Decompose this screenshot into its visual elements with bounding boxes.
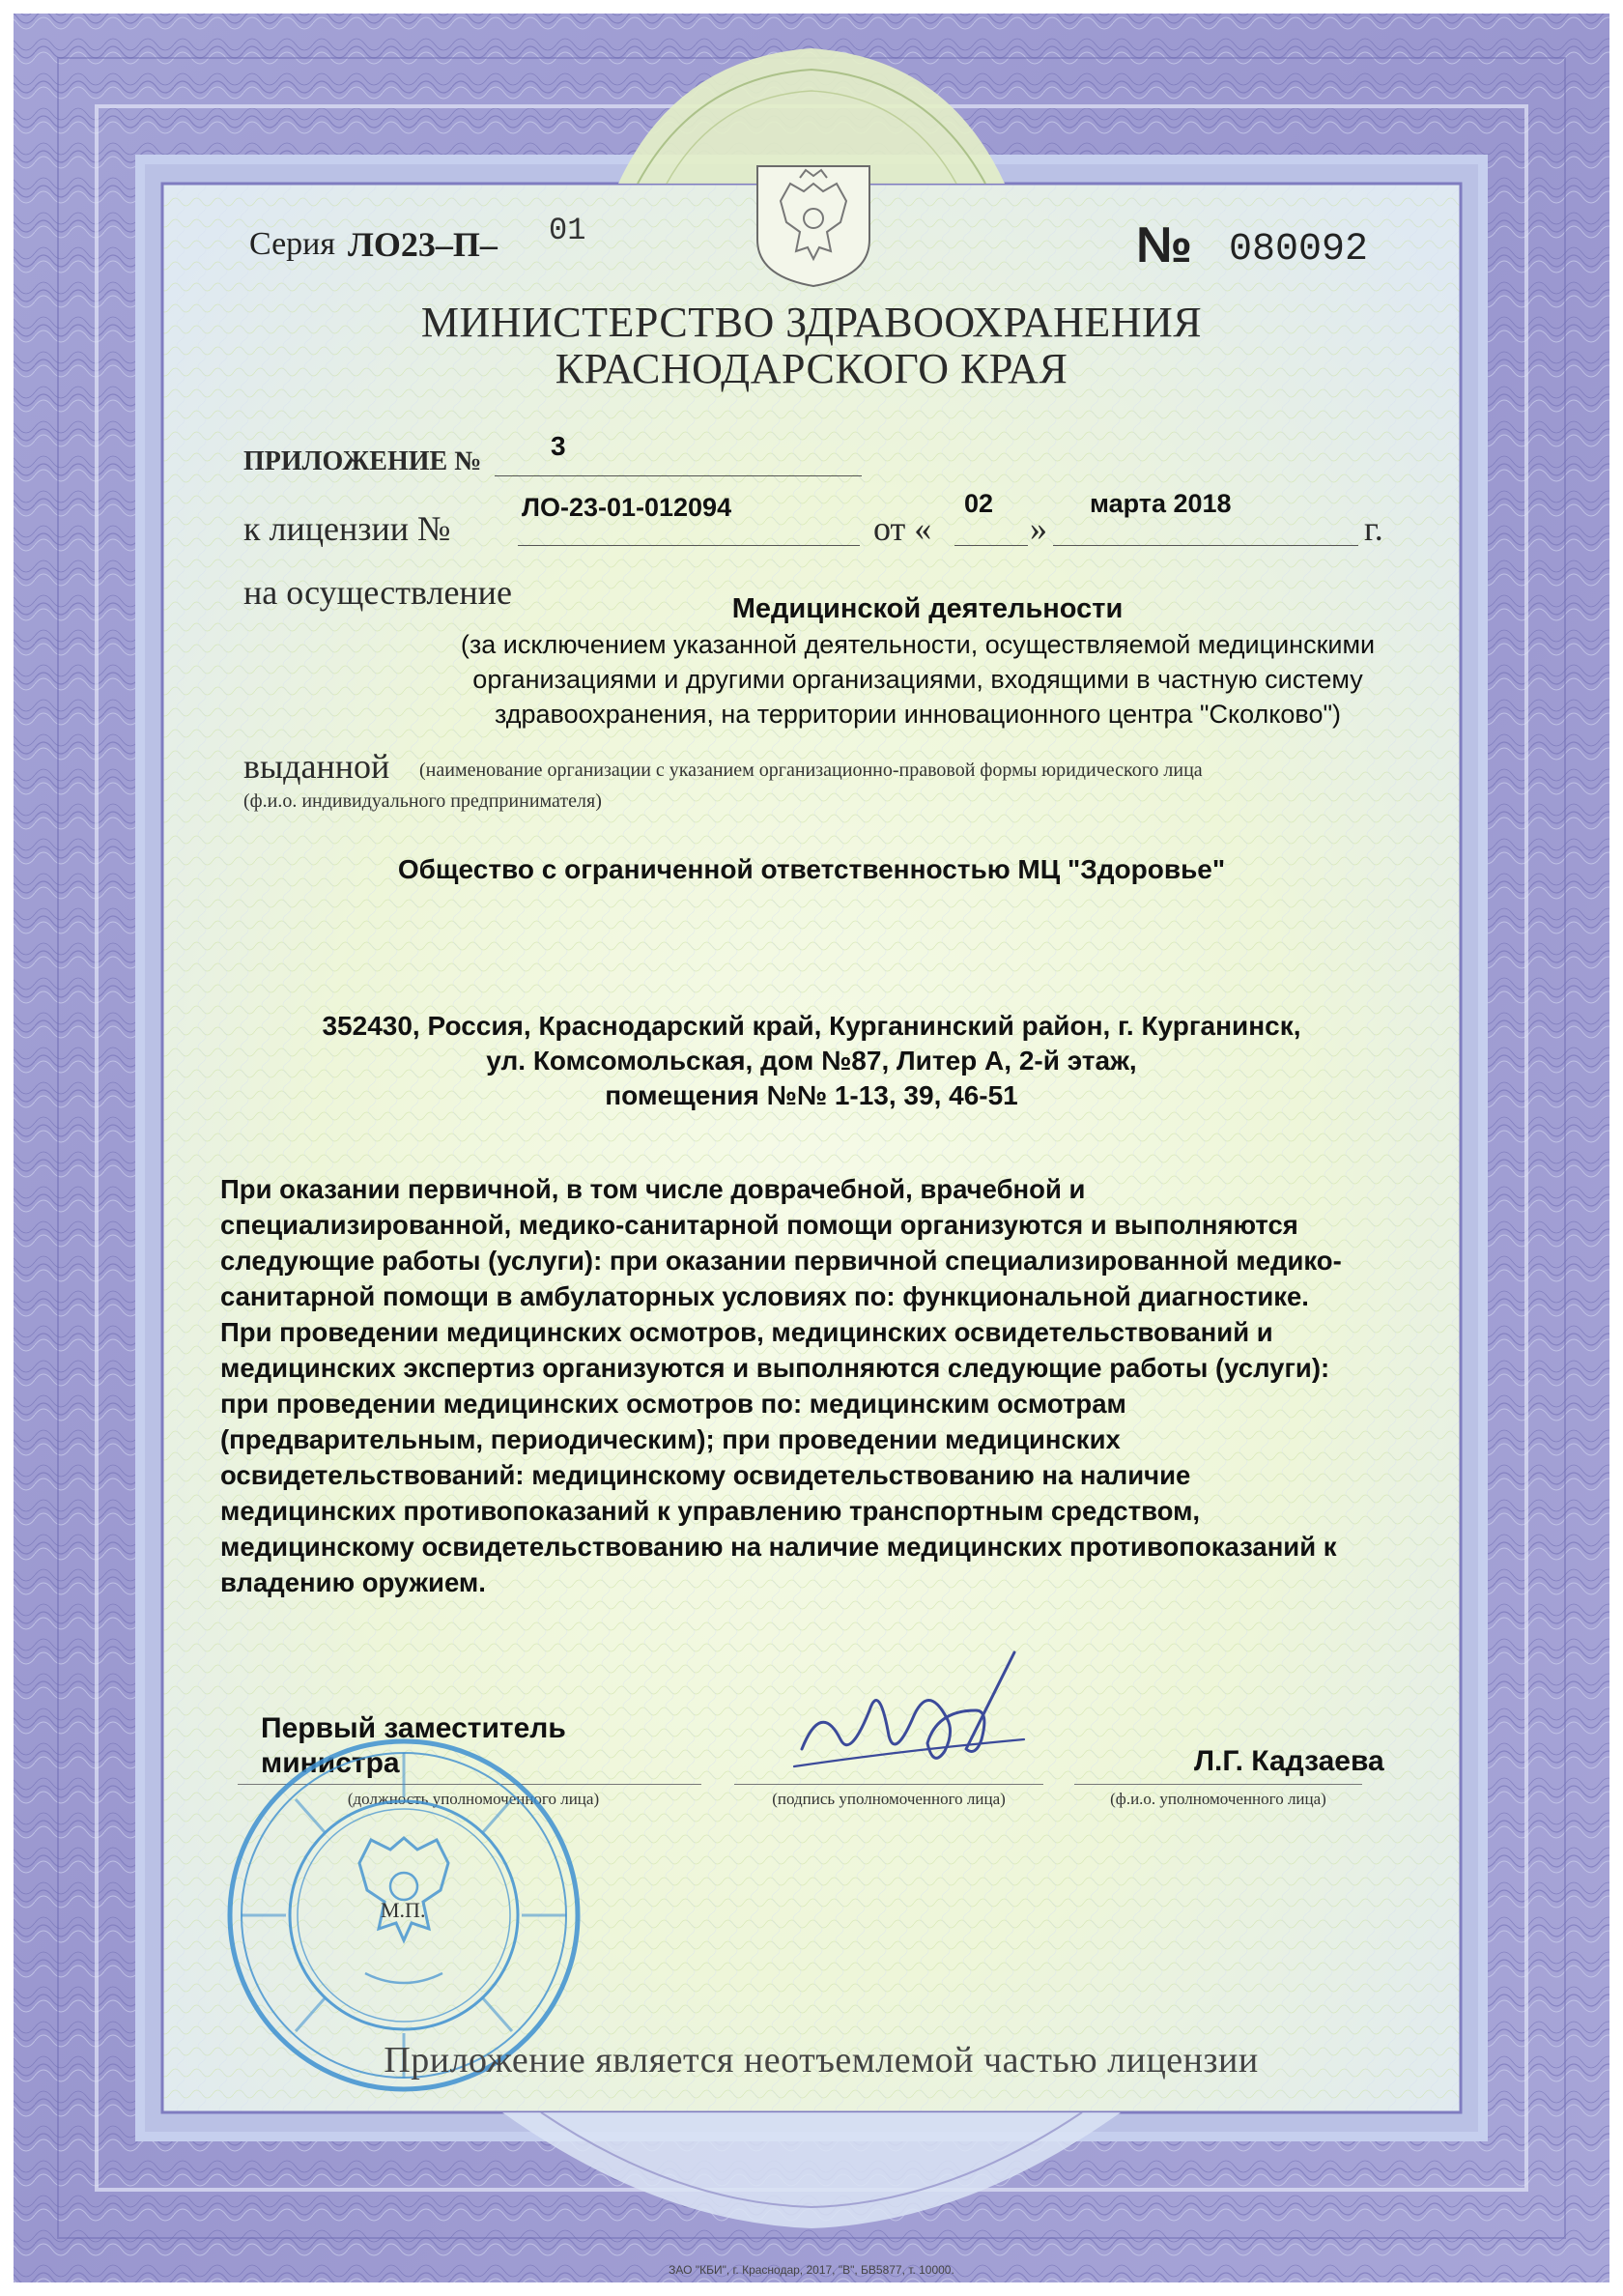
activity-detail-3: здравоохранения, на территории инновационного центра "Сколково") <box>494 700 1342 729</box>
license-day-underline <box>954 545 1028 546</box>
caption-signature: (подпись уполномоченного лица) <box>772 1790 1006 1808</box>
works-line: медицинских экспертиз организуются и выполняются следующие работы (услуги): <box>220 1353 1330 1383</box>
license-number-underline <box>518 545 860 546</box>
appendix-number-underline <box>495 475 862 476</box>
series-label: Серия <box>249 226 336 262</box>
works-block <box>220 1171 1401 1600</box>
address-line-1: 352430, Россия, Краснодарский край, Курганинский район, г. Курганинск, <box>322 1011 1301 1041</box>
works-line: медицинских противопоказаний к управлению транспортным средством, <box>220 1496 1201 1526</box>
works-line: медицинскому освидетельствованию на наличие медицинских противопоказаний к <box>220 1532 1337 1562</box>
activity-detail-2: организациями и другими организациями, входящими в частную систему <box>472 665 1363 694</box>
address-line-3: помещения №№ 1-13, 39, 46-51 <box>605 1080 1018 1110</box>
footer-note: Приложение является неотъемлемой частью лицензии <box>384 2040 1259 2081</box>
issuer-line-1: МИНИСТЕРСТВО ЗДРАВООХРАНЕНИЯ <box>420 299 1203 346</box>
works-line: (предварительным, периодическим); при проведении медицинских <box>220 1424 1121 1454</box>
activity-detail-1: (за исключением указанной деятельности, осуществляемой медицинскими <box>460 630 1376 659</box>
signer-name: Л.Г. Кадзаева <box>1194 1745 1384 1777</box>
works-line: При оказании первичной, в том числе доврачебной, врачебной и <box>220 1174 1086 1204</box>
activity-title: Медицинской деятельности <box>731 593 1124 624</box>
issued-label: выданной <box>243 747 390 786</box>
handwritten-signature <box>783 1643 1053 1788</box>
works-line: специализированной, медико-санитарной помощи организуются и выполняются <box>220 1210 1298 1240</box>
activity-label: на осуществление <box>243 573 512 612</box>
stamp-mp-label: М.П. <box>381 1898 426 1922</box>
works-line: При проведении медицинских осмотров, медицинских освидетельствований и <box>220 1317 1273 1347</box>
license-date-underline <box>1053 545 1358 546</box>
license-label: к лицензии № <box>243 509 451 548</box>
caption-position: (должность уполномоченного лица) <box>347 1790 600 1808</box>
license-number: ЛО-23-01-012094 <box>522 493 732 522</box>
print-imprint: ЗАО "КБИ", г. Краснодар, 2017, "В", БВ5877, т. 10000. <box>669 2263 954 2277</box>
appendix-number: 3 <box>551 431 566 461</box>
issued-note-2: (ф.и.о. индивидуального предпринимателя) <box>243 790 602 812</box>
number-sign: № <box>1136 217 1192 273</box>
name-underline <box>1074 1784 1362 1785</box>
appendix-label: ПРИЛОЖЕНИЕ № <box>243 446 482 476</box>
works-line: владению оружием. <box>220 1567 486 1597</box>
license-quote-close: » <box>1030 509 1047 548</box>
license-month-year: марта 2018 <box>1090 489 1232 518</box>
caption-name: (ф.и.о. уполномоченного лица) <box>1110 1790 1326 1808</box>
coat-of-arms-icon <box>752 162 875 290</box>
issued-note-1: (наименование организации с указанием организационно-правовой формы юридического лица <box>419 760 1203 781</box>
address-line-2: ул. Комсомольская, дом №87, Литер А, 2-й этаж, <box>486 1046 1137 1076</box>
works-line: следующие работы (услуги): при оказании первичной специализированной медико- <box>220 1246 1342 1276</box>
license-day: 02 <box>964 489 994 518</box>
organization-name: Общество с ограниченной ответственностью МЦ "Здоровье" <box>397 854 1226 884</box>
issuer-line-2: КРАСНОДАРСКОГО КРАЯ <box>555 345 1068 392</box>
series-suffix: 01 <box>549 213 586 248</box>
signer-position-line-1: Первый заместитель <box>261 1712 566 1744</box>
license-from-label: от « <box>873 509 932 548</box>
license-year-suffix: г. <box>1364 509 1383 548</box>
works-line: при проведении медицинских осмотров по: медицинским осмотрам <box>220 1389 1126 1419</box>
series-code: ЛО23–П– <box>348 225 498 264</box>
signature-underline <box>734 1784 1043 1785</box>
works-line: санитарной помощи в амбулаторных условиях по: функциональной диагностике. <box>220 1281 1309 1311</box>
works-line: освидетельствований: медицинскому освидетельствованию на наличие <box>220 1460 1191 1490</box>
form-number: 080092 <box>1229 228 1369 272</box>
signer-position-line-2: министра <box>261 1747 400 1779</box>
